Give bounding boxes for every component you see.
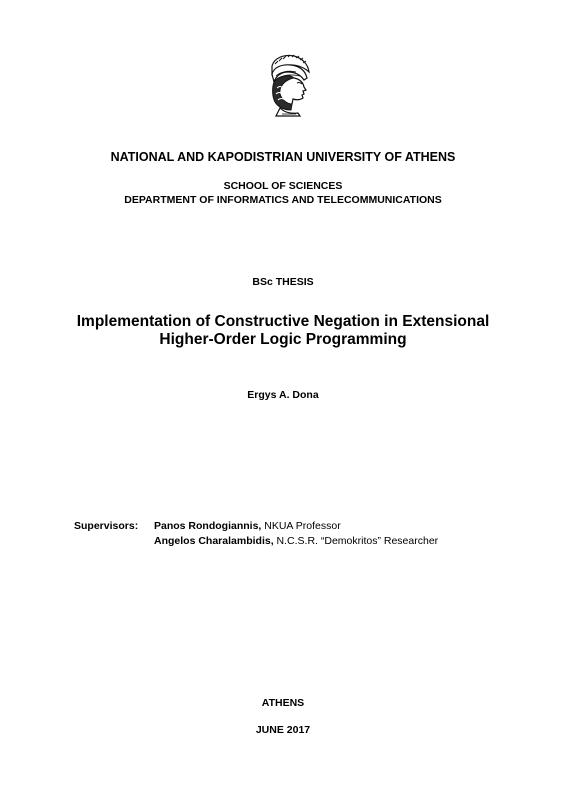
supervisor-entry	[154, 519, 438, 534]
school-block	[0, 180, 566, 207]
author-name: Ergys A. Dona	[247, 389, 319, 401]
city: ATHENS	[261, 697, 305, 709]
supervisor-name: Angelos Charalambidis,	[154, 535, 274, 547]
department-name: DEPARTMENT OF INFORMATICS AND TELECOMMUNICATIONS	[124, 193, 442, 206]
university-name: NATIONAL AND KAPODISTRIAN UNIVERSITY OF ATHENS	[110, 150, 456, 164]
supervisor-entry	[154, 534, 438, 549]
thesis-type: BSc THESIS	[252, 276, 314, 288]
thesis-title	[0, 313, 566, 349]
supervisors-label: Supervisors:	[74, 520, 139, 532]
thesis-title-line-2: Higher-Order Logic Programming	[159, 331, 407, 348]
athena-head-emblem-icon	[258, 52, 314, 118]
school-name: SCHOOL OF SCIENCES	[223, 180, 343, 192]
date: JUNE 2017	[255, 724, 311, 736]
supervisors-list	[154, 519, 438, 549]
supervisor-role: N.C.S.R. “Demokritos” Researcher	[273, 535, 439, 547]
supervisor-role: NKUA Professor	[261, 520, 341, 532]
thesis-title-line-1: Implementation of Constructive Negation in Extensional	[76, 313, 490, 330]
supervisor-name: Panos Rondogiannis,	[154, 520, 262, 532]
